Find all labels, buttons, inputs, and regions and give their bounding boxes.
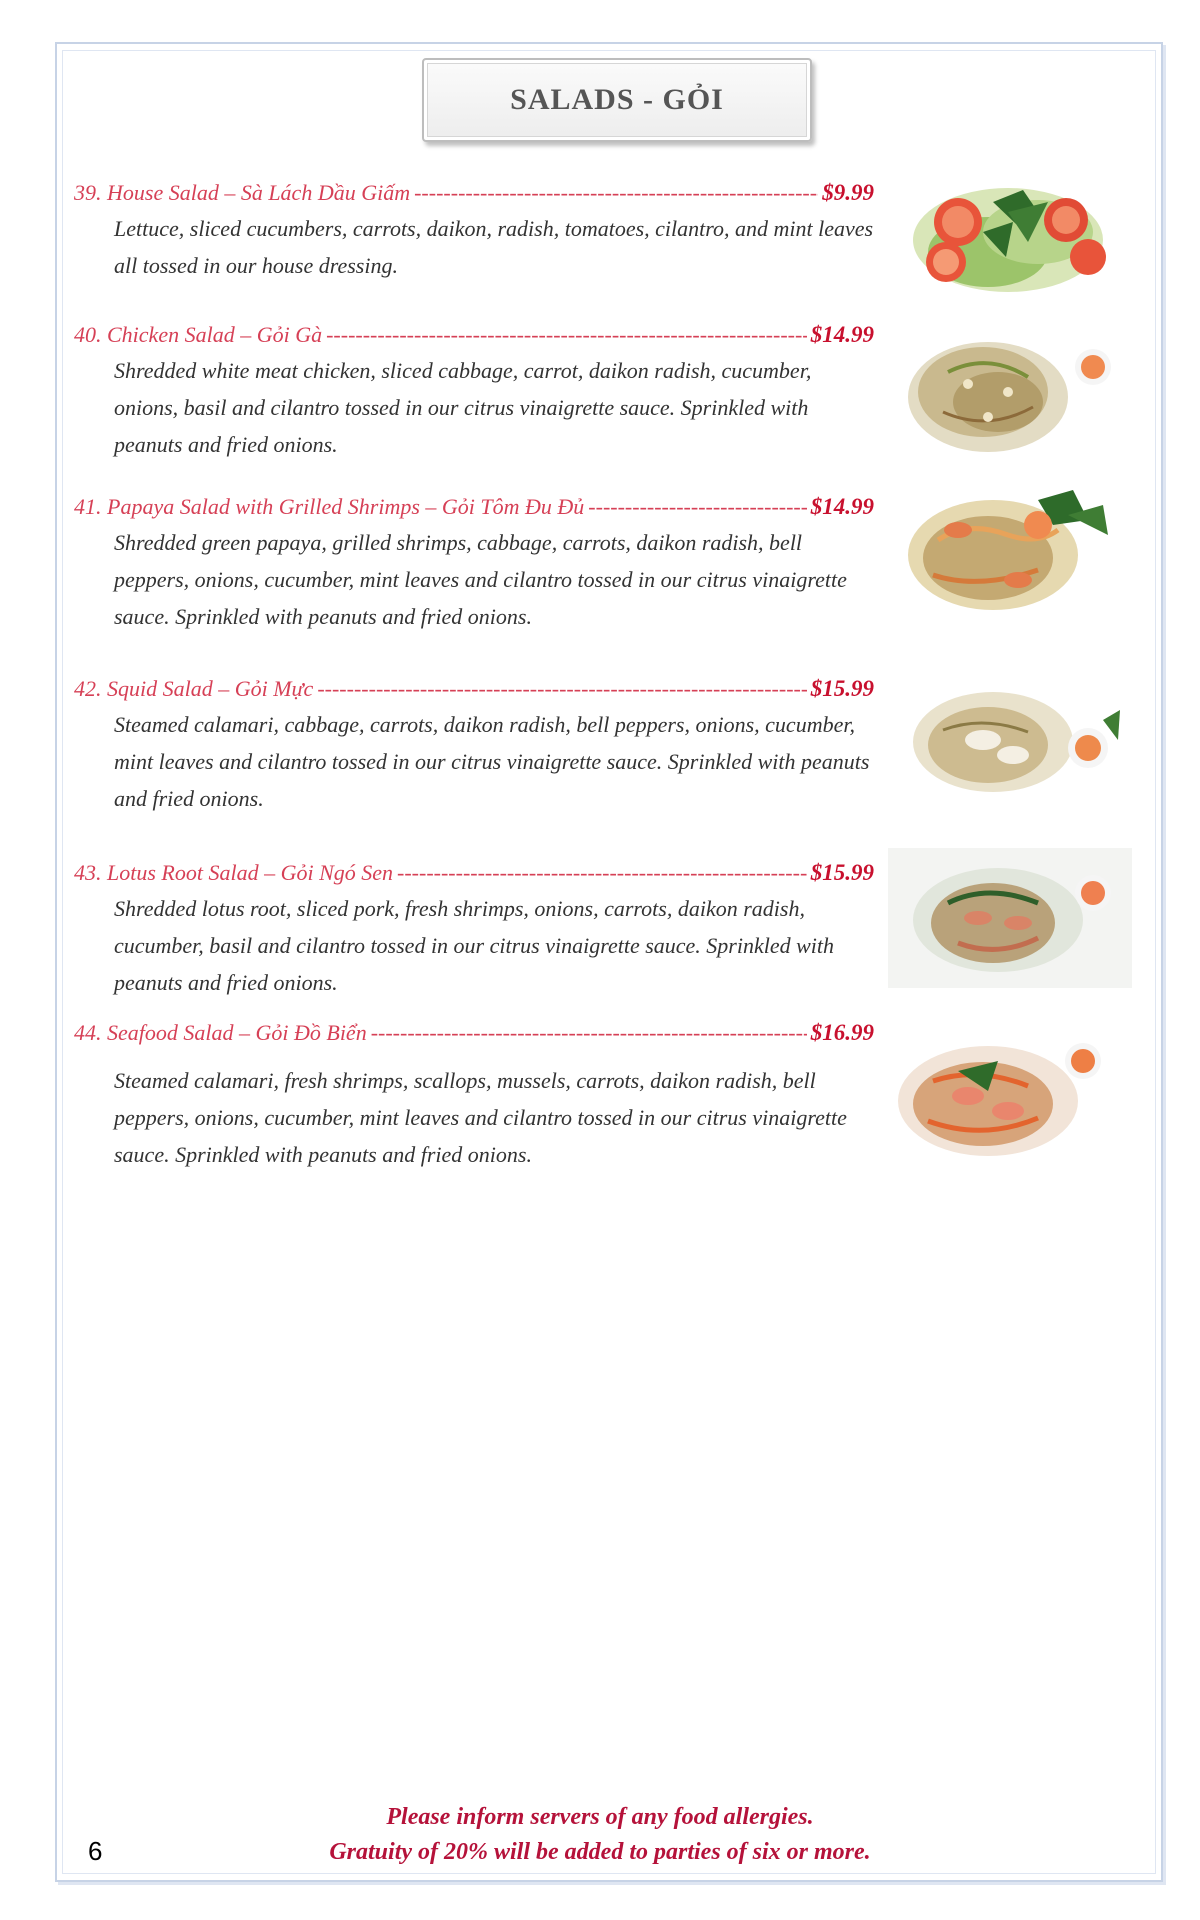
menu-item-name: 42. Squid Salad – Gỏi Mực — [74, 676, 314, 701]
menu-item-header — [74, 322, 874, 352]
menu-item-header — [74, 494, 874, 524]
house-salad-photo — [888, 162, 1132, 302]
menu-item-price: $9.99 — [822, 180, 874, 205]
gratuity-notice: Gratuity of 20% will be added to parties of six or more. — [329, 1839, 871, 1865]
chicken-salad-photo — [888, 322, 1132, 462]
menu-item-price: $14.99 — [810, 494, 874, 519]
menu-item-name: 43. Lotus Root Salad – Gỏi Ngó Sen — [74, 860, 394, 885]
page-number: 6 — [88, 1836, 103, 1866]
menu-item-description: Steamed calamari, fresh shrimps, scallops, mussels, carrots, daikon radish, bell peppers, onions, cucumber, mint leaves and cilantro tossed in our citrus vinaigrette sauce. Sprinkled with peanuts and fried onions. — [114, 1068, 847, 1167]
menu-item-price: $15.99 — [810, 676, 874, 701]
allergy-notice: Please inform servers of any food allergies. — [386, 1804, 814, 1830]
menu-item-description: Shredded lotus root, sliced pork, fresh shrimps, onions, carrots, daikon radish, cucumber, basil and cilantro tossed in our citrus vinaigrette sauce. Sprinkled with peanuts and fried onions. — [114, 896, 835, 995]
squid-salad-photo — [888, 670, 1132, 810]
menu-item-42 — [74, 676, 874, 817]
menu-item-price: $16.99 — [810, 1020, 874, 1045]
menu-item-39 — [74, 180, 874, 284]
dotted-leader — [317, 676, 806, 702]
menu-item-41 — [74, 494, 874, 635]
papaya-salad-photo — [888, 480, 1132, 620]
menu-item-price: $15.99 — [810, 860, 874, 885]
menu-item-description: Shredded white meat chicken, sliced cabbage, carrot, daikon radish, cucumber, onions, basil and cilantro tossed in our citrus vinaigrette sauce. Sprinkled with peanuts and fried onions. — [114, 358, 812, 457]
menu-item-description: Lettuce, sliced cucumbers, carrots, daikon, radish, tomatoes, cilantro, and mint leaves all tossed in our house dressing. — [114, 216, 874, 278]
dotted-leader — [588, 494, 806, 520]
menu-item-header — [74, 676, 874, 706]
menu-item-name: 40. Chicken Salad – Gỏi Gà — [74, 322, 323, 347]
section-title-box — [422, 58, 812, 142]
menu-item-header — [74, 860, 874, 890]
menu-item-44 — [74, 1020, 874, 1173]
menu-item-header — [74, 1020, 874, 1050]
lotus-root-salad-photo — [888, 848, 1132, 988]
menu-item-header — [74, 180, 874, 210]
menu-item-40 — [74, 322, 874, 463]
menu-item-name: 39. House Salad – Sà Lách Dầu Giấm — [74, 180, 411, 205]
section-title: SALADS - GỎI — [510, 83, 724, 116]
menu-item-price: $14.99 — [810, 322, 874, 347]
menu-item-43 — [74, 860, 874, 1001]
dotted-leader — [414, 180, 818, 206]
menu-item-description: Steamed calamari, cabbage, carrots, daikon radish, bell peppers, onions, cucumber, mint leaves and cilantro tossed in our citrus vinaigrette sauce. Sprinkled with peanuts and fried onions. — [114, 712, 870, 811]
menu-item-description: Shredded green papaya, grilled shrimps, cabbage, carrots, daikon radish, bell peppers, onions, cucumber, mint leaves and cilantro tossed in our citrus vinaigrette sauce. Sprinkled with peanuts and fried onions. — [114, 530, 847, 629]
dotted-leader — [397, 860, 807, 886]
dotted-leader — [326, 322, 807, 348]
seafood-salad-photo — [888, 1026, 1132, 1166]
dotted-leader — [371, 1020, 807, 1046]
footer-notice — [200, 1800, 1000, 1870]
menu-item-name: 41. Papaya Salad with Grilled Shrimps – Gỏi Tôm Đu Đủ — [74, 494, 585, 519]
menu-item-name: 44. Seafood Salad – Gỏi Đồ Biển — [74, 1020, 367, 1045]
